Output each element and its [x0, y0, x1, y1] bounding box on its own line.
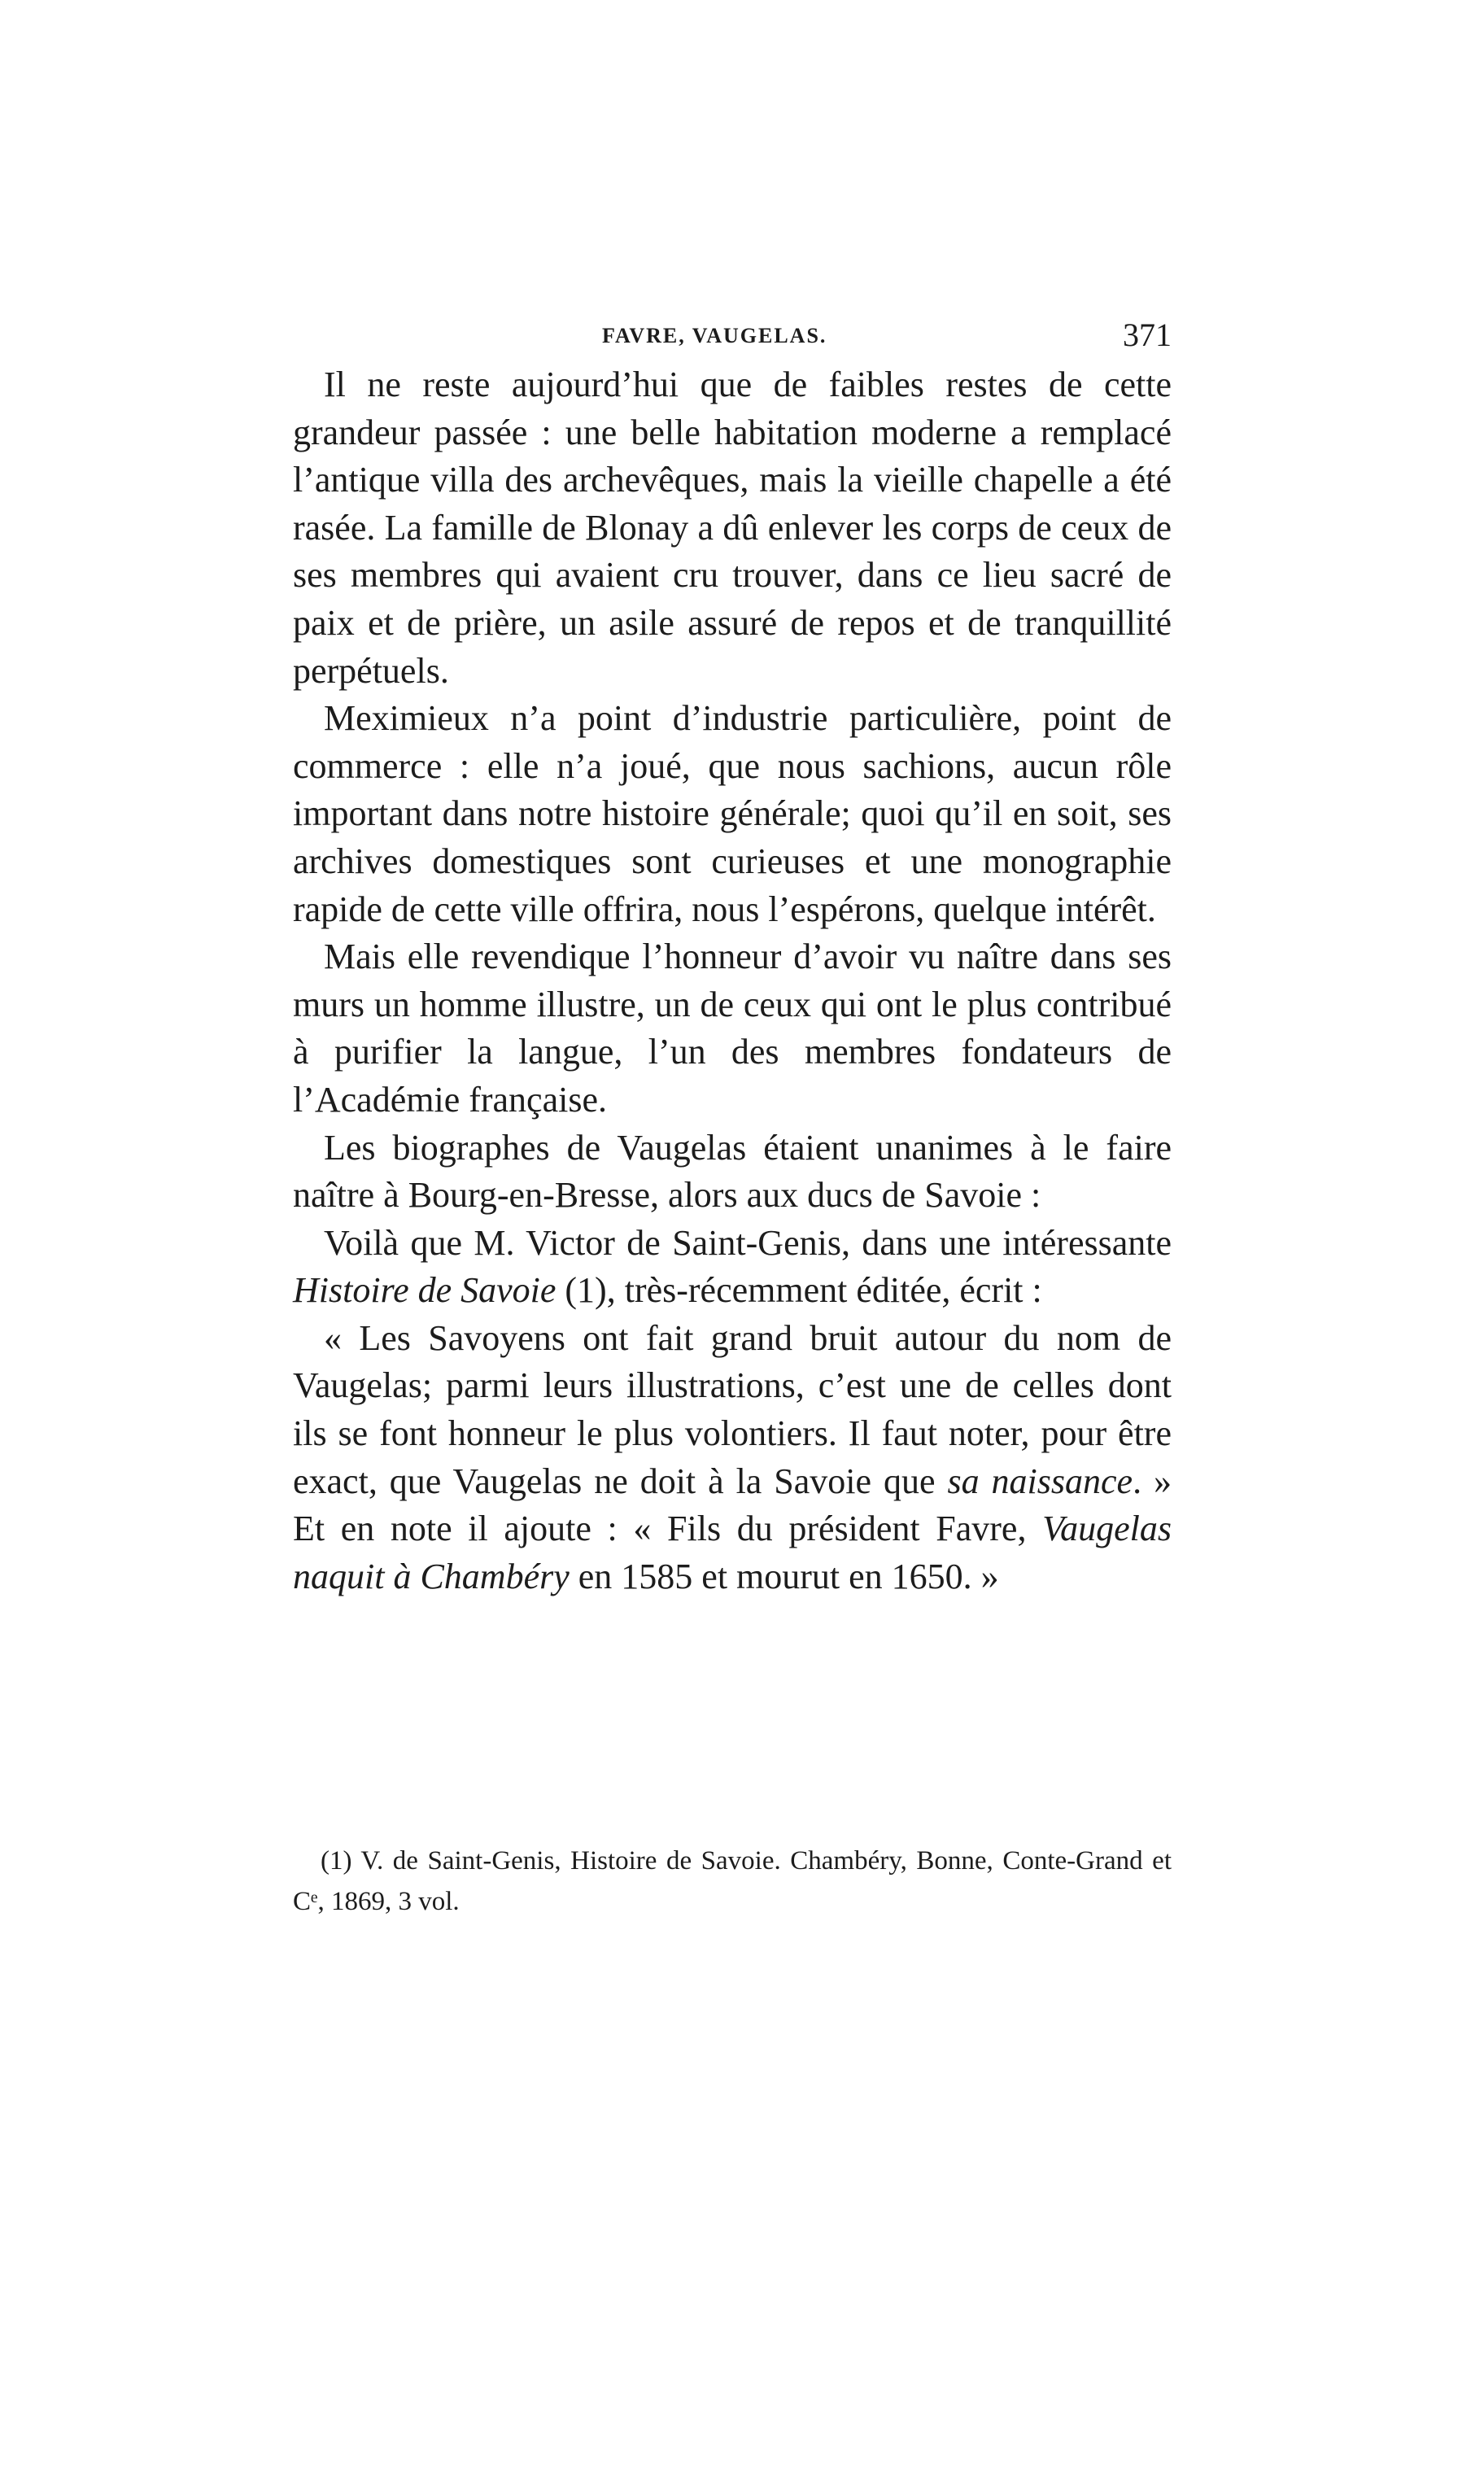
running-title: FAVRE, VAUGELAS.: [602, 324, 827, 347]
paragraph-4: Les biographes de Vaugelas étaient unanimes à le faire naître à Bourg-en-Bresse, alors aux ducs de Savoie :: [293, 1127, 1172, 1216]
paragraph-5-text-after: (1), très-récemment éditée, écrit :: [556, 1270, 1042, 1311]
quote-italic-1: sa naissance: [947, 1461, 1133, 1501]
main-text: [293, 361, 1172, 1600]
quote-part-3: en 1585 et mourut en 1650. »: [569, 1556, 999, 1596]
paragraph-1: Il ne reste aujourd’hui que de faibles restes de cette grandeur passée : une belle habitation moderne a remplacé l’antique villa des archevêques, mais la vieille chapelle a été rasée. La famille de Blonay a dû enlever les corps de ceux de ses membres qui avaient cru trouver, dans ce lieu sacré de paix et de prière, un asile assuré de repos et de tranquillité perpétuels.: [293, 365, 1172, 691]
page-number: 371: [1123, 317, 1172, 353]
footnote: [293, 1841, 1172, 1922]
paragraph-2: Meximieux n’a point d’industrie particulière, point de commerce : elle n’a joué, que nous sachions, aucun rôle important dans notre histoire générale; quoi qu’il en soit, ses archives domestiques sont curieuses et une monographie rapide de cette ville offrira, nous l’espérons, quelque intérêt.: [293, 698, 1172, 929]
paragraph-5-text-before: Voilà que M. Victor de Saint-Genis, dans une intéressante: [324, 1222, 1172, 1263]
quote-part-1: « Les Savoyens ont fait grand bruit autour du nom de Vaugelas; parmi leurs illustrations, c’est une de celles dont ils se font honneur le plus volontiers. Il faut noter, pour être exact, que Vaugelas ne doit à la Savoie que: [293, 1317, 1172, 1501]
running-head: [293, 316, 1172, 365]
paragraph-5: [293, 1220, 1172, 1315]
paragraph-6-quotation: [293, 1315, 1172, 1601]
footnote-text: (1) V. de Saint-Genis, Histoire de Savoie. Chambéry, Bonne, Conte-Grand et Cᵉ, 1869, 3 vol.: [293, 1846, 1172, 1916]
quote-part-2: . » Et en note il ajoute : « Fils du président Favre,: [293, 1461, 1172, 1549]
paragraph-3: Mais elle revendique l’honneur d’avoir vu naître dans ses murs un homme illustre, un de ceux qui ont le plus contribué à purifier la langue, l’un des membres fondateurs de l’Académie française.: [293, 937, 1172, 1120]
quote-italic-2: Vaugelas naquit à Chambéry: [293, 1509, 1172, 1596]
book-title-italic: Histoire de Savoie: [293, 1270, 556, 1311]
